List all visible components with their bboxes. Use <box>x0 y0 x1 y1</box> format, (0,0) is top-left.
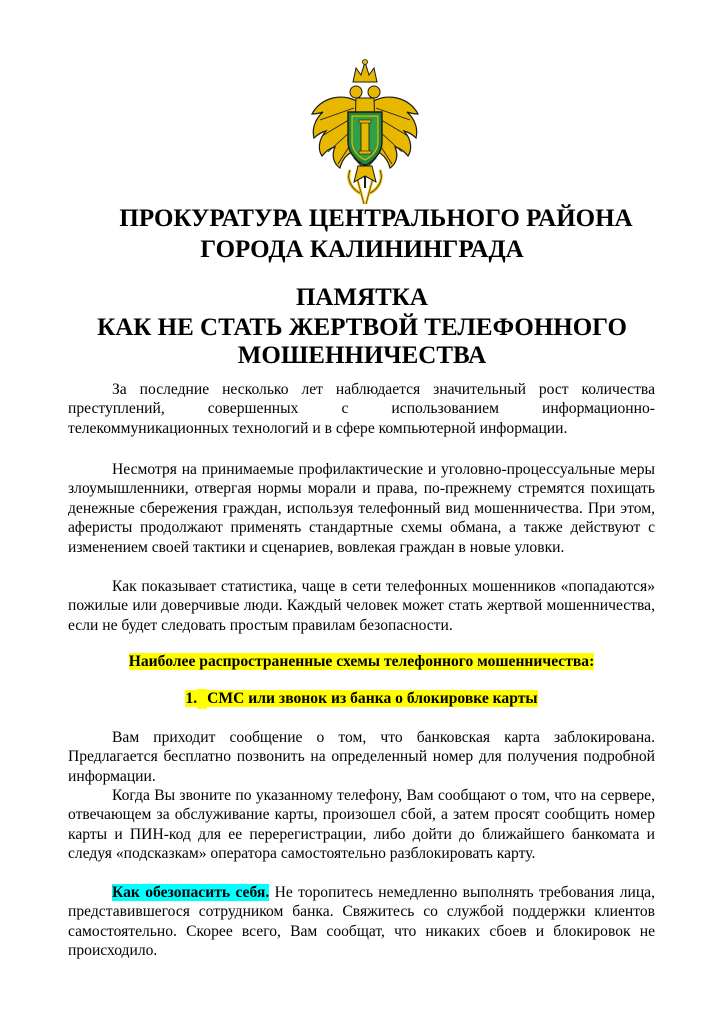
memo-title-line1: ПАМЯТКА <box>295 284 428 311</box>
eagle-left-head <box>350 86 362 98</box>
advice-label: Как обезопасить себя. <box>112 884 270 901</box>
intro-paragraph-1: За последние несколько лет наблюдается значительный рост количества преступлений, совершенных с использованием информационно-телекоммуникационных технологий и в сфере компьютерной информации. <box>68 381 655 437</box>
eagle-right-head <box>368 86 380 98</box>
scheme-1-paragraph-2: Когда Вы звоните по указанному телефону, Вам сообщают о том, что на сервере, отвечающем за обслуживание карты, произошел сбой, а затем просят сообщить номер карты и ПИН-код для ее перерегистрации, либо дойти до ближайшего банкомата и следуя «подсказкам» оператора самостоятельно разблокировать карту. <box>68 787 655 863</box>
crown-icon <box>353 62 377 82</box>
prosecutor-emblem-icon <box>306 58 424 208</box>
scheme-1-advice <box>68 883 655 961</box>
scheme-1-title: СМС или звонок из банка о блокировке карты <box>207 690 538 707</box>
intro-paragraph-3: Как показывает статистика, чаще в сети телефонных мошенников «попадаются» пожилые или доверчивые люди. Каждый человек может стать жертвой мошенничества, если не будет следовать простым правилам безопасности. <box>68 578 655 634</box>
schemes-heading <box>68 652 655 672</box>
scheme-1-number: 1. <box>185 690 198 707</box>
memo-title-line2: КАК НЕ СТАТЬ ЖЕРТВОЙ ТЕЛЕФОННОГО <box>97 314 627 341</box>
organization-title-line2: ГОРОДА КАЛИНИНГРАДА <box>200 236 524 263</box>
scheme-1-paragraph-1: Вам приходит сообщение о том, что банковская карта заблокирована. Предлагается бесплатно позвонить на определенный номер для получения подробной информации. <box>68 729 655 785</box>
schemes-heading-text: Наиболее распространенные схемы телефонного мошенничества: <box>128 653 595 670</box>
organization-title-line1: ПРОКУРАТУРА ЦЕНТРАЛЬНОГО РАЙОНА <box>119 205 633 232</box>
scheme-1-heading <box>68 689 655 709</box>
memo-title-line3: МОШЕННИЧЕСТВА <box>237 342 487 369</box>
intro-paragraph-2: Несмотря на принимаемые профилактические и уголовно-процессуальные меры злоумышленники, отвергая нормы морали и права, по-прежнему стремятся похищать денежные сбережения граждан, используя телефонный вид мошенничества. При этом, аферисты продолжают применять стандартные схемы обмана, а также действуют с изменением своей тактики и сценариев, вовлекая граждан в новые уловки. <box>68 461 655 556</box>
column-icon <box>361 122 369 152</box>
advice-text: Не торопитесь немедленно выполнять требования лица, представившегося сотрудником банка. Свяжитесь со службой поддержки клиентов самостоятельно. Скорее всего, Вам сообщат, что никаких сбоев и блокировок не происходило. <box>68 884 655 960</box>
